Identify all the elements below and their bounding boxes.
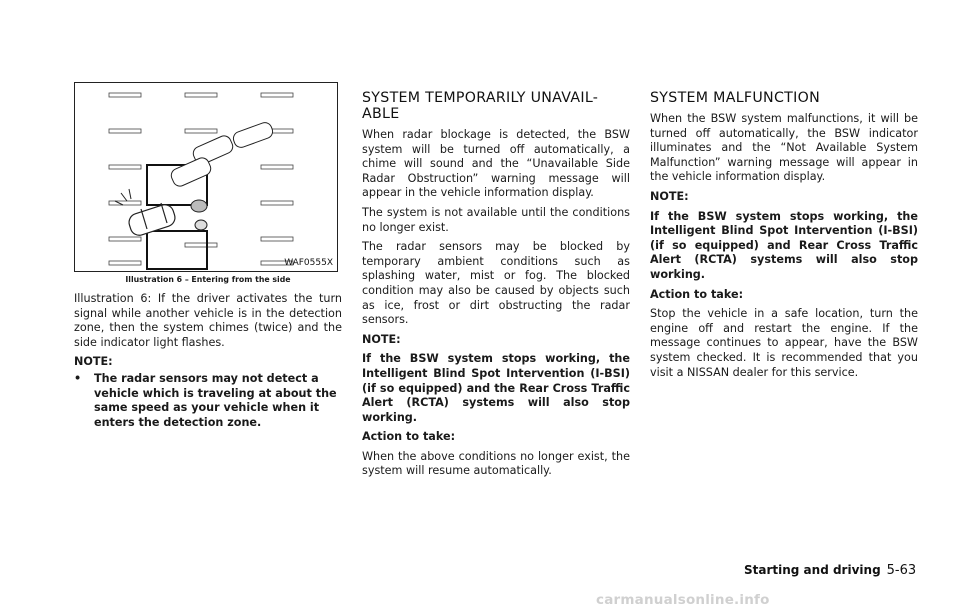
unavailable-para-1: When radar blockage is detected, the BSW system will be turned off automatically, a chime will sound and the “Unavailable Side Radar Obstruction” warning message will appear in the vehicle information display. <box>362 128 630 200</box>
illustration-figure <box>74 82 338 272</box>
note-label: NOTE: <box>650 189 689 203</box>
unavailable-para-2: The system is not available until the conditions no longer exist. <box>362 205 630 234</box>
note-label: NOTE: <box>362 332 401 346</box>
note-bullet <box>74 372 342 430</box>
footer-section: Starting and driving <box>744 563 881 577</box>
watermark: carmanualsonline.info <box>596 592 770 608</box>
action-label: Action to take: <box>650 287 744 301</box>
action-text: Stop the vehicle in a safe location, turn the engine off and restart the engine. If the message continues to appear, have the BSW system checked. It is recommended that you visit a NISSAN dealer for this service. <box>650 307 918 379</box>
action-label: Action to take: <box>362 430 456 444</box>
column-middle <box>362 90 630 484</box>
unavailable-para-3: The radar sensors may be blocked by temporary ambient conditions such as splashing water, mist or fog. The blocked condition may also be caused by objects such as ice, frost or dirt obstructing the radar sensors. <box>362 240 630 327</box>
note-text: If the BSW system stops working, the Intelligent Blind Spot Intervention (I-BSI) (if so equipped) and the Rear Cross Traffic Alert (RCTA) systems will also stop working. <box>362 352 630 424</box>
page-footer <box>744 563 916 578</box>
figure-caption: Illustration 6 – Entering from the side <box>125 275 291 284</box>
blind-spot-illustration <box>75 83 337 271</box>
bullet-mark: • <box>74 371 82 385</box>
note-label: NOTE: <box>74 355 113 369</box>
action-text: When the above conditions no longer exist, the system will resume automatically. <box>362 449 630 478</box>
page-number: 5-63 <box>886 563 917 578</box>
column-right <box>650 90 918 385</box>
section-heading-malfunction: SYSTEM MALFUNCTION <box>650 90 821 106</box>
malfunction-para-1: When the BSW system malfunctions, it will be turned off automatically, the BSW indicator illuminates and the “Not Available System Malfunction” warning message will appear in the vehicle information display. <box>650 112 918 184</box>
note-text: If the BSW system stops working, the Intelligent Blind Spot Intervention (I-BSI) (if so equipped) and Rear Cross Traffic Alert (RCTA) systems will also stop working. <box>650 209 918 281</box>
column-left <box>74 82 342 430</box>
section-heading-unavailable: SYSTEM TEMPORARILY UNAVAIL-ABLE <box>362 90 599 122</box>
bullet-text: The radar sensors may not detect a vehicle which is traveling at about the same speed as your vehicle when it enters the detection zone. <box>94 371 337 429</box>
illustration-description: Illustration 6: If the driver activates the turn signal while another vehicle is in the detection zone, then the system chimes (twice) and the side indicator light flashes. <box>74 292 342 349</box>
figure-code: WAF0555X <box>284 258 333 268</box>
